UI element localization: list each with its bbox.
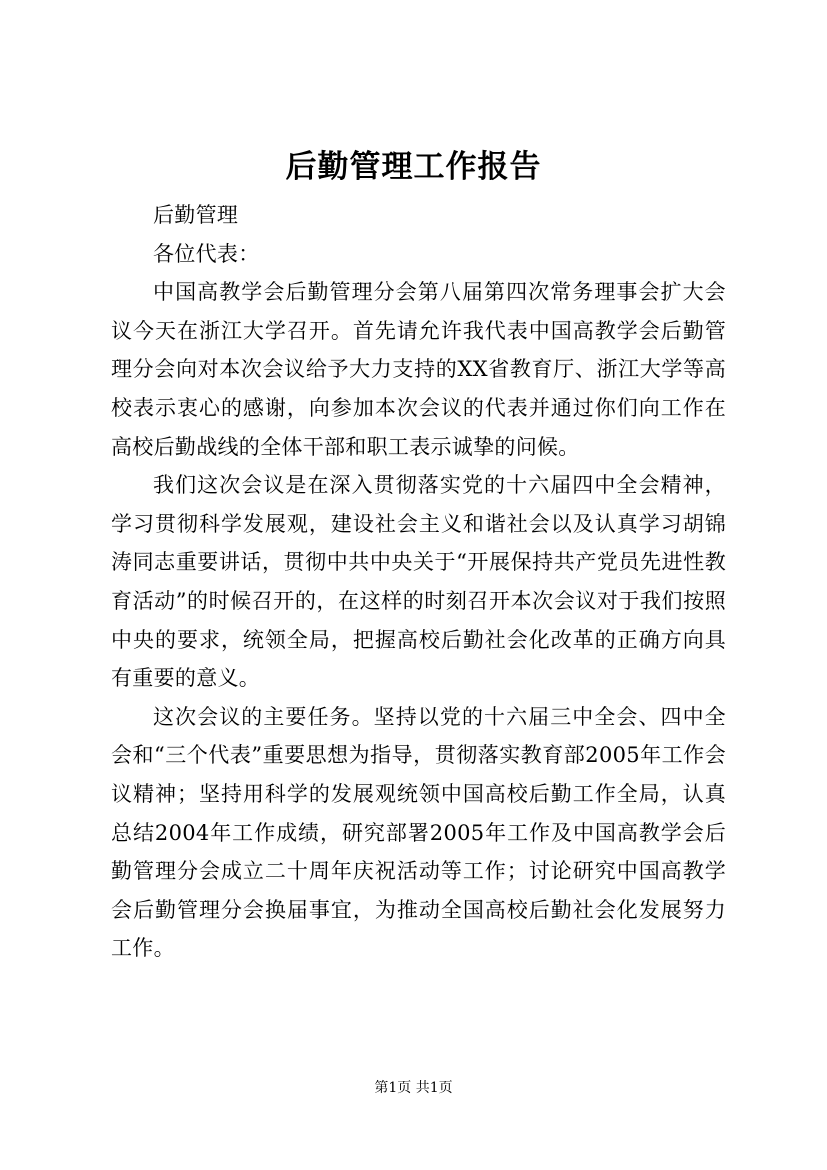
paragraph-tasks: 这次会议的主要任务。坚持以党的十六届三中全会、四中全会和“三个代表”重要思想为指导，贯彻落实教育部2005年工作会议精神；坚持用科学的发展观统领中国高校后勤工作全局，认真总结2004年工作成绩，研究部署2005年工作及中国高教学会后勤管理分会成立二十周年庆祝活动等工作；讨论研究中国高教学会后勤管理分会换届事宜，为推动全国高校后勤社会化发展努力工作。: [111, 704, 726, 961]
paragraph-salutation: 各位代表：: [153, 241, 260, 266]
paragraph-opening: 中国高教学会后勤管理分会第八届第四次常务理事会扩大会议今天在浙江大学召开。首先请允许我代表中国高教学会后勤管理分会向对本次会议给予大力支持的XX省教育厅、浙江大学等高校表示衷心的感谢，向参加本次会议的代表并通过你们向工作在高校后勤战线的全体干部和职工表示诚挚的问候。: [111, 280, 726, 459]
paragraph-subtitle: 后勤管理: [153, 203, 239, 227]
page-footer: 第1页 共1页: [374, 1080, 453, 1096]
document-title: 后勤管理工作报告: [285, 149, 542, 185]
paragraph-context: 我们这次会议是在深入贯彻落实党的十六届四中全会精神，学习贯彻科学发展观，建设社会主义和谐社会以及认真学习胡锦涛同志重要讲话，贯彻中共中央关于“开展保持共产党员先进性教育活动”的时候召开的，在这样的时刻召开本次会议对于我们按照中央的要求，统领全局，把握高校后勤社会化改革的正确方向具有重要的意义。: [111, 473, 726, 691]
document-body: [111, 196, 726, 968]
